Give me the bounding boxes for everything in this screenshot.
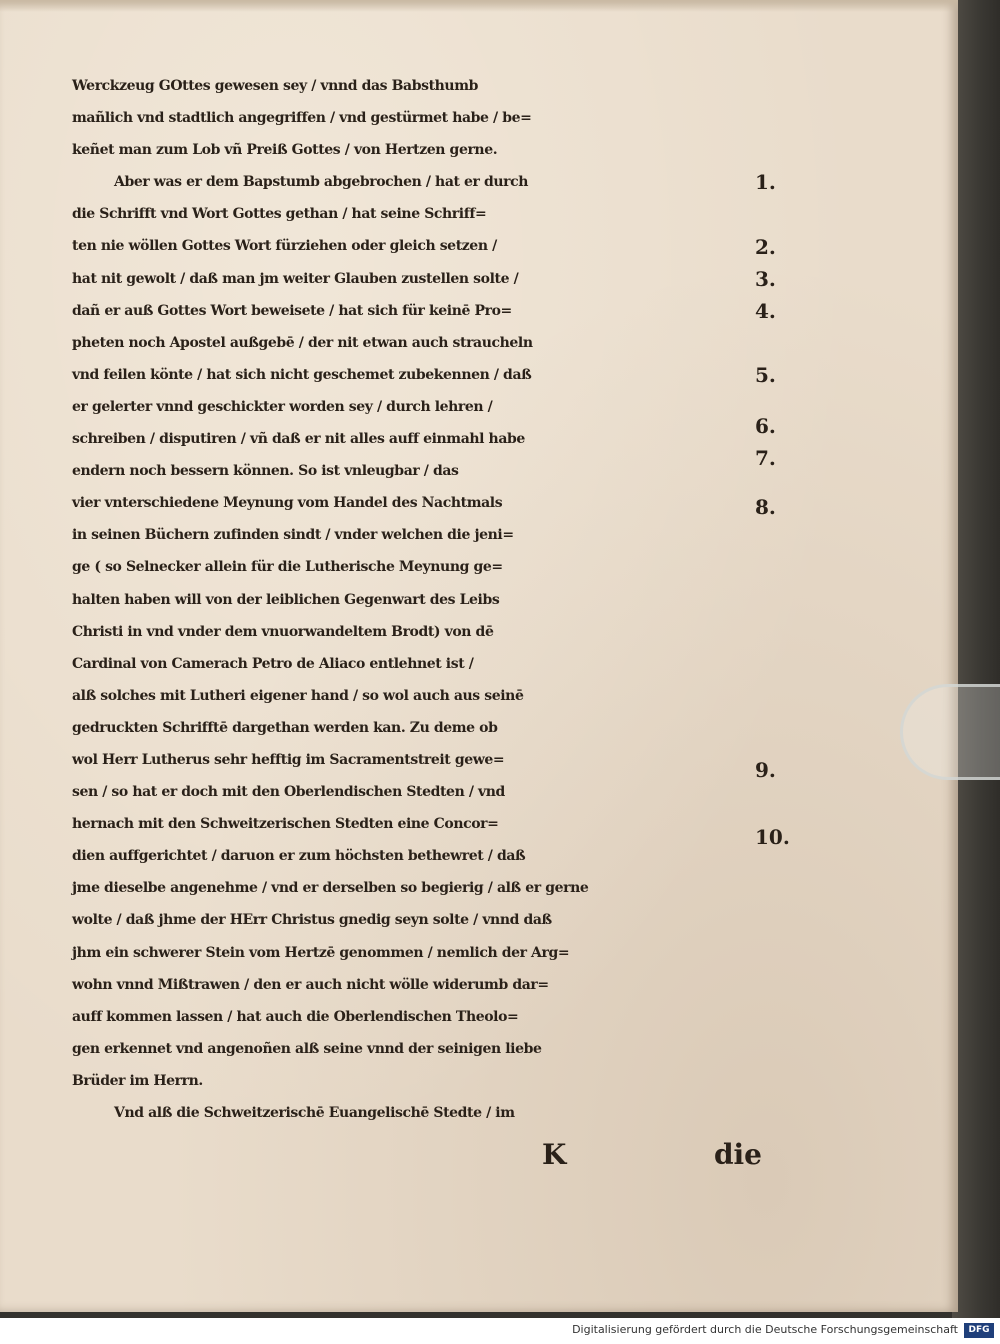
margin-note: 4.	[755, 298, 776, 323]
text-line: wohn vnnd Mißtrawen / den er auch nicht wölle widerumb dar=	[72, 976, 549, 993]
text-line: dañ er auß Gottes Wort beweisete / hat sich für keinē Pro=	[72, 302, 512, 319]
text-line: vier vnterschiedene Meynung vom Handel des Nachtmals	[72, 495, 503, 512]
margin-note: 9.	[755, 757, 776, 782]
text-line: endern noch bessern können. So ist vnleugbar / das	[72, 463, 459, 480]
text-line: wolte / daß jhme der HErr Christus gnedig seyn solte / vnnd daß	[72, 912, 552, 929]
margin-note: 2.	[755, 234, 776, 259]
margin-note: 7.	[755, 446, 776, 471]
text-line: schreiben / disputiren / vñ daß er nit alles auff einmahl habe	[72, 431, 525, 448]
text-line: gedruckten Schrifftē dargethan werden kan. Zu deme ob	[72, 719, 498, 736]
text-line: ge ( so Selnecker allein für die Lutherische Meynung ge=	[72, 559, 503, 576]
text-line: mañlich vnd stadtlich angegriffen / vnd gestürmet habe / be=	[72, 110, 532, 127]
text-line: Vnd alß die Schweitzerischē Euangelischē Stedte / im	[114, 1105, 515, 1121]
text-line: Cardinal von Camerach Petro de Aliaco entlehnet ist /	[72, 655, 474, 672]
page-clip	[900, 684, 1000, 780]
text-line: Christi in vnd vnder dem vnuorwandeltem Brodt) von dē	[72, 623, 494, 640]
text-line: jme dieselbe angenehme / vnd er derselben so begierig / alß er gerne	[72, 880, 589, 897]
dfg-logo-icon: DFG	[964, 1323, 994, 1338]
text-line: Werckzeug GOttes gewesen sey / vnnd das Babsthumb	[72, 78, 478, 94]
signature-mark: K	[542, 1138, 567, 1171]
text-line: auff kommen lassen / hat auch die Oberlendischen Theolo=	[72, 1008, 519, 1025]
body-text	[72, 70, 772, 1129]
margin-note: 6.	[755, 414, 776, 439]
text-line: Brüder im Herrn.	[72, 1072, 203, 1089]
signature-line	[72, 1138, 762, 1174]
margin-note: 10.	[755, 825, 790, 850]
text-line: hat nit gewolt / daß man jm weiter Glauben zustellen solte /	[72, 270, 519, 287]
text-line: pheten noch Apostel außgebē / der nit etwan auch straucheln	[72, 334, 533, 351]
text-line: dien auffgerichtet / daruon er zum höchsten bethewret / daß	[72, 848, 526, 865]
text-line: halten haben will von der leiblichen Gegenwart des Leibs	[72, 591, 500, 608]
page-top-edge	[0, 0, 958, 12]
margin-note: 8.	[755, 494, 776, 519]
text-line: die Schrifft vnd Wort Gottes gethan / hat seine Schriff=	[72, 206, 487, 223]
footer-credit: Digitalisierung gefördert durch die Deutsche Forschungsgemeinschaft	[572, 1323, 958, 1336]
text-line: wol Herr Lutherus sehr hefftig im Sacramentstreit gewe=	[72, 751, 505, 768]
text-line: sen / so hat er doch mit den Oberlendischen Stedten / vnd	[72, 784, 505, 801]
text-line: alß solches mit Lutheri eigener hand / so wol auch aus seinē	[72, 687, 524, 704]
margin-note: 3.	[755, 266, 776, 291]
text-line: vnd feilen könte / hat sich nicht geschemet zubekennen / daß	[72, 366, 532, 383]
footer-bar	[0, 1318, 1000, 1344]
margin-note: 5.	[755, 362, 776, 387]
text-line: ten nie wöllen Gottes Wort fürziehen oder gleich setzen /	[72, 238, 497, 255]
binding-board	[952, 0, 1000, 1318]
text-line: in seinen Büchern zufinden sindt / vnder welchen die jeni=	[72, 527, 514, 544]
text-line: jhm ein schwerer Stein vom Hertzē genommen / nemlich der Arg=	[72, 944, 570, 961]
text-line: hernach mit den Schweitzerischen Stedten eine Concor=	[72, 816, 499, 833]
text-line: Aber was er dem Bapstumb abgebrochen / hat er durch	[114, 174, 529, 191]
text-line: gen erkennet vnd angenoñen alß seine vnnd der seinigen liebe	[72, 1040, 542, 1057]
text-line: keñet man zum Lob vñ Preiß Gottes / von Hertzen gerne.	[72, 142, 498, 159]
text-line: er gelerter vnnd geschickter worden sey / durch lehren /	[72, 398, 493, 415]
margin-note: 1.	[755, 170, 776, 195]
catchword: die	[713, 1138, 762, 1171]
